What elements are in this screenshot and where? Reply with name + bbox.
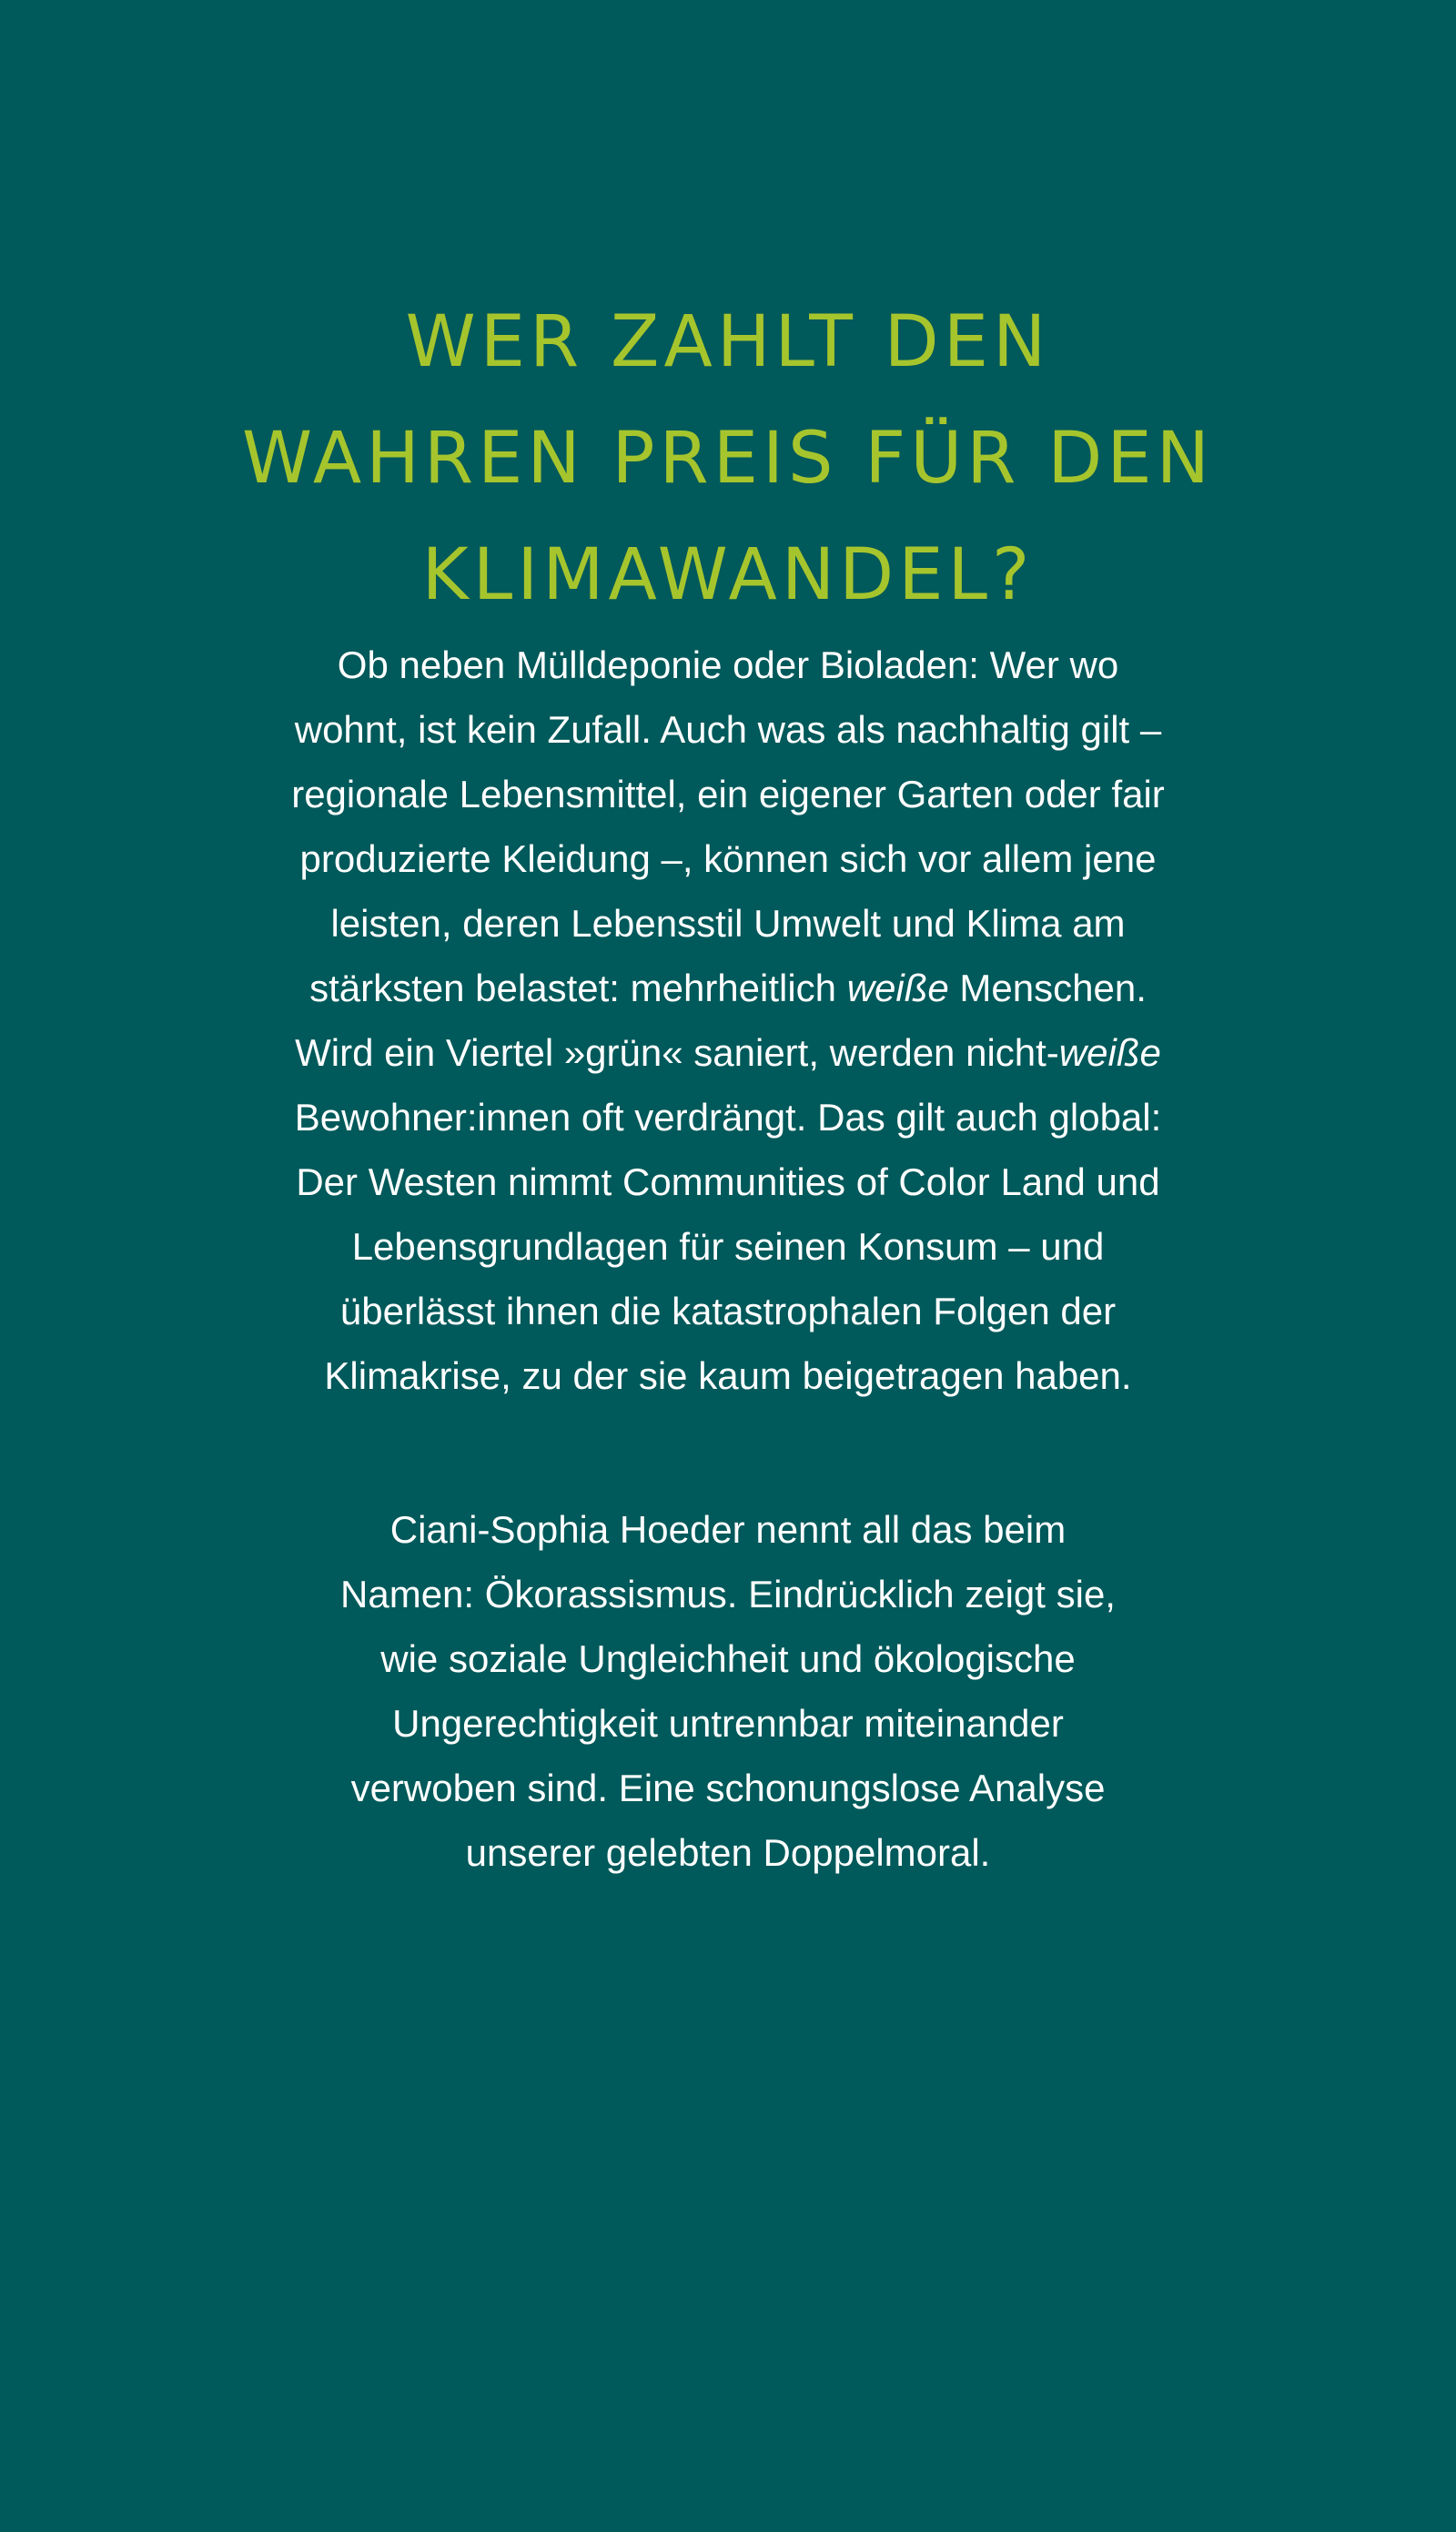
text-line: Ob neben Mülldeponie oder Bioladen: Wer wo [337,643,1119,686]
text-line: Ungerechtigkeit untrennbar miteinander [392,1702,1064,1745]
text-segment: Menschen. [948,967,1147,1009]
text-segment: Wird ein Viertel »grün« saniert, werden nicht- [295,1031,1059,1074]
headline-line: WAHREN PREIS FÜR DEN [242,418,1214,500]
text-line: verwoben sind. Eine schonungslose Analyse [350,1767,1106,1809]
blurb-paragraph-2 [146,1497,1310,1885]
headline-line: KLIMAWANDEL? [421,534,1035,616]
headline [0,284,1456,633]
text-line: regionale Lebensmittel, ein eigener Garten oder fair [291,773,1165,815]
text-line: unserer gelebten Doppelmoral. [465,1831,991,1874]
text-line: produzierte Kleidung –, können sich vor allem jene [299,837,1157,880]
text-line: Der Westen nimmt Communities of Color Land und [296,1160,1160,1203]
text-line: wie soziale Ungleichheit und ökologische [380,1637,1076,1680]
text-line: Ciani-Sophia Hoeder nennt all das beim [389,1508,1067,1551]
text-line: überlässt ihnen die katastrophalen Folgen der [339,1290,1117,1332]
text-line: Bewohner:innen oft verdrängt. Das gilt auch global: [294,1096,1162,1139]
blurb-paragraph-1 [146,633,1310,1408]
text-line: wohnt, ist kein Zufall. Auch was als nachhaltig gilt – [294,708,1162,751]
text-line [146,1020,1310,1085]
text-line [146,956,1310,1020]
text-segment: stärksten belastet: mehrheitlich [309,967,847,1009]
headline-line: WER ZAHLT DEN [405,301,1051,383]
text-line: Lebensgrundlagen für seinen Konsum – und [351,1225,1105,1268]
emphasis-text: weiße [846,967,949,1009]
text-line: leisten, deren Lebensstil Umwelt und Klima am [330,902,1126,945]
text-line: Klimakrise, zu der sie kaum beigetragen haben. [324,1354,1132,1397]
emphasis-text: weiße [1058,1031,1161,1074]
text-line: Namen: Ökorassismus. Eindrücklich zeigt sie, [340,1573,1116,1615]
